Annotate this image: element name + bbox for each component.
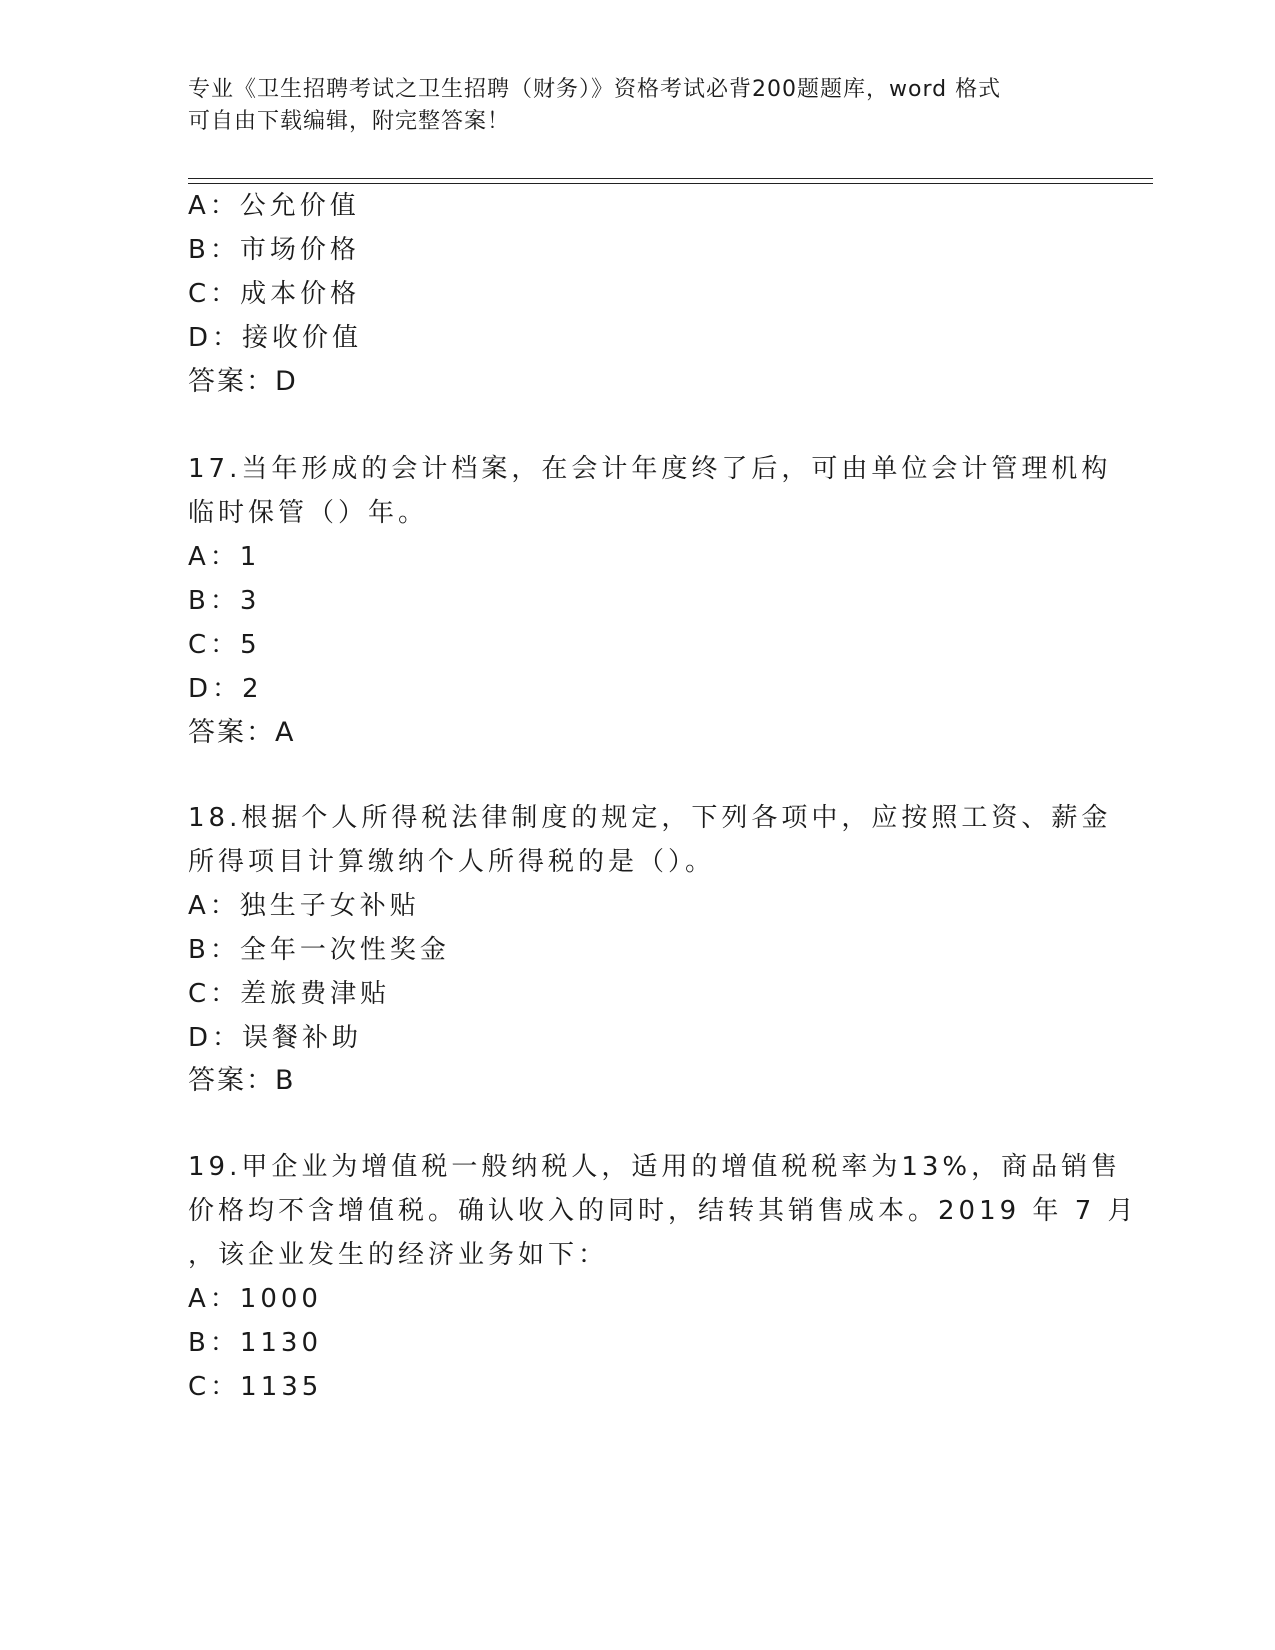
q17-option-b: B：3	[188, 586, 261, 616]
q19-stem-line-2: 价格均不含增值税。确认收入的同时，结转其销售成本。2019 年 7 月	[188, 1196, 1138, 1226]
q17-answer: 答案：A	[188, 717, 296, 748]
header-title-line-1: 专业《卫生招聘考试之卫生招聘（财务）》资格考试必背200题题库，word 格式	[188, 77, 1002, 102]
q17-option-d: D：2	[188, 674, 263, 704]
q19-option-c: C：1135	[188, 1372, 323, 1402]
q19-stem-line-1: 19.甲企业为增值税一般纳税人，适用的增值税税率为13%，商品销售	[188, 1152, 1122, 1182]
header-divider-bottom	[188, 183, 1153, 184]
q18-option-d: D：误餐补助	[188, 1023, 363, 1053]
q19-stem-line-3: ，该企业发生的经济业务如下：	[188, 1240, 609, 1270]
q19-option-a: A：1000	[188, 1284, 322, 1314]
q16-option-d: D：接收价值	[188, 323, 363, 353]
q18-stem-line-1: 18.根据个人所得税法律制度的规定，下列各项中，应按照工资、薪金	[188, 803, 1112, 833]
q16-option-c: C：成本价格	[188, 279, 361, 309]
q16-option-b: B：市场价格	[188, 235, 360, 265]
q18-option-b: B：全年一次性奖金	[188, 935, 450, 965]
header-divider-top	[188, 178, 1153, 179]
q18-stem-line-2: 所得项目计算缴纳个人所得税的是（）。	[188, 847, 716, 877]
q18-option-a: A：独生子女补贴	[188, 891, 420, 921]
q19-option-b: B：1130	[188, 1328, 323, 1358]
q17-option-c: C：5	[188, 630, 261, 660]
header-title-line-2: 可自由下载编辑，附完整答案！	[188, 109, 511, 134]
document-header	[188, 74, 1068, 138]
q18-answer: 答案：B	[188, 1065, 296, 1096]
q16-option-a: A：公允价值	[188, 191, 360, 221]
q18-option-c: C：差旅费津贴	[188, 979, 391, 1009]
q17-stem-line-2: 临时保管（）年。	[188, 498, 429, 528]
q17-stem-line-1: 17.当年形成的会计档案，在会计年度终了后，可由单位会计管理机构	[188, 454, 1112, 484]
q17-option-a: A：1	[188, 542, 261, 572]
q16-answer: 答案：D	[188, 366, 298, 397]
